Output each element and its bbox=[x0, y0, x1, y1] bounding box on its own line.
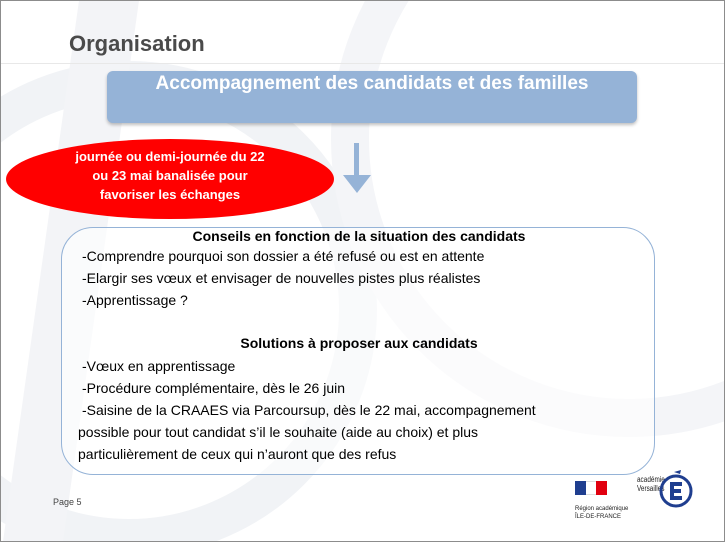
region-label: Région académique bbox=[575, 506, 629, 512]
callout-line: favoriser les échanges bbox=[99, 187, 241, 202]
banner-text: Accompagnement des candidats et des familles bbox=[155, 73, 589, 94]
page-number: Page 5 bbox=[53, 497, 82, 507]
solution-item-continuation: particulièrement de ceux qui n’auront que des refus bbox=[78, 446, 397, 462]
region-name: ÎLE-DE-FRANCE bbox=[575, 514, 622, 520]
callout-line: journée ou demi-journée du 22 bbox=[75, 149, 265, 164]
solution-item: -Vœux en apprentissage bbox=[82, 358, 236, 374]
header-divider bbox=[1, 63, 724, 64]
advice-item: -Elargir ses vœux et envisager de nouvelles pistes plus réalistes bbox=[82, 270, 481, 286]
advice-item: -Apprentissage ? bbox=[82, 292, 188, 308]
slide-title: Organisation bbox=[69, 31, 205, 56]
solutions-heading: Solutions à proposer aux candidats bbox=[240, 335, 478, 351]
solution-item-continuation: possible pour tout candidat s’il le souhaite (aide au choix) et plus bbox=[78, 424, 479, 440]
callout-ellipse bbox=[6, 139, 334, 219]
academy-logo bbox=[575, 467, 695, 533]
academy-line: Versailles bbox=[637, 484, 665, 493]
solution-item: -Saisine de la CRAAES via Parcoursup, dès le 22 mai, accompagnement bbox=[82, 402, 536, 418]
solution-item: -Procédure complémentaire, dès le 26 juin bbox=[82, 380, 346, 396]
marianne-e-emblem-icon bbox=[659, 469, 693, 509]
callout-line: ou 23 mai banalisée pour bbox=[92, 168, 248, 183]
content-box bbox=[61, 227, 655, 475]
academy-line: académie bbox=[637, 475, 665, 484]
section-banner bbox=[107, 71, 637, 123]
advice-item: -Comprendre pourquoi son dossier a été refusé ou est en attente bbox=[82, 248, 485, 264]
down-arrow-icon bbox=[341, 143, 373, 195]
callout-text bbox=[46, 147, 294, 204]
french-flag-icon bbox=[575, 481, 607, 495]
advice-heading: Conseils en fonction de la situation des candidats bbox=[192, 228, 526, 244]
